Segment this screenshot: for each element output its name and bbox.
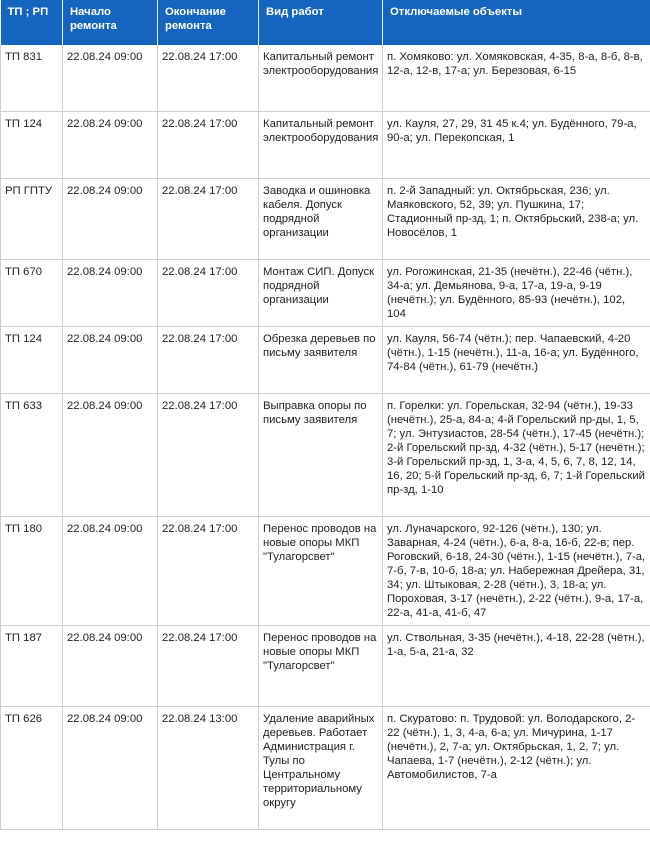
cell-work-type: Капитальный ремонт электрооборудования — [259, 45, 383, 112]
cell-work-type: Удаление аварийных деревьев. Работает Администрация г. Тулы по Центральному территориальному округу — [259, 707, 383, 830]
column-header-tp: ТП ; РП — [1, 0, 63, 45]
table-row — [1, 112, 650, 179]
cell-start: 22.08.24 09:00 — [63, 260, 158, 327]
cell-start: 22.08.24 09:00 — [63, 626, 158, 707]
column-header-end: Окончание ремонта — [158, 0, 259, 45]
cell-end: 22.08.24 17:00 — [158, 45, 259, 112]
cell-work-type: Капитальный ремонт электрооборудования — [259, 112, 383, 179]
cell-work-type: Перенос проводов на новые опоры МКП "Тулагорсвет" — [259, 517, 383, 626]
table-row — [1, 394, 650, 517]
cell-tp: ТП 633 — [1, 394, 63, 517]
cell-work-type: Заводка и ошиновка кабеля. Допуск подрядной организации — [259, 179, 383, 260]
cell-objects: ул. Кауля, 56-74 (чётн.); пер. Чапаевский, 4-20 (чётн.), 1-15 (нечётн.), 11-а, 16-а; ул. Будённого, 74-84 (чётн.), 61-79 (нечётн.) — [383, 327, 650, 394]
cell-end: 22.08.24 17:00 — [158, 517, 259, 626]
cell-work-type: Монтаж СИП. Допуск подрядной организации — [259, 260, 383, 327]
cell-objects: п. Хомяково: ул. Хомяковская, 4-35, 8-а, 8-б, 8-в, 12-а, 12-в, 17-а; ул. Березовая, 6-15 — [383, 45, 650, 112]
cell-end: 22.08.24 17:00 — [158, 394, 259, 517]
table-row — [1, 517, 650, 626]
cell-start: 22.08.24 09:00 — [63, 327, 158, 394]
cell-end: 22.08.24 17:00 — [158, 626, 259, 707]
cell-tp: ТП 187 — [1, 626, 63, 707]
cell-tp: ТП 124 — [1, 112, 63, 179]
cell-start: 22.08.24 09:00 — [63, 707, 158, 830]
cell-objects: п. 2-й Западный: ул. Октябрьская, 236; ул. Маяковского, 52, 39; ул. Пушкина, 17; Стадионный пр-зд, 1; п. Октябрьский, 238-а; ул. Новосёлов, 1 — [383, 179, 650, 260]
column-header-work-type: Вид работ — [259, 0, 383, 45]
cell-tp: ТП 180 — [1, 517, 63, 626]
cell-objects: ул. Рогожинская, 21-35 (нечётн.), 22-46 (чётн.), 34-а; ул. Демьянова, 9-а, 17-а, 19-а, 9-19 (нечётн.); ул. Будённого, 85-93 (нечётн.), 102, 104 — [383, 260, 650, 327]
table-row — [1, 260, 650, 327]
table-row — [1, 45, 650, 112]
cell-start: 22.08.24 09:00 — [63, 45, 158, 112]
header-row — [1, 0, 650, 45]
table-row — [1, 179, 650, 260]
cell-work-type: Обрезка деревьев по письму заявителя — [259, 327, 383, 394]
cell-work-type: Выправка опоры по письму заявителя — [259, 394, 383, 517]
cell-start: 22.08.24 09:00 — [63, 394, 158, 517]
column-header-objects: Отключаемые объекты — [383, 0, 650, 45]
cell-start: 22.08.24 09:00 — [63, 112, 158, 179]
cell-end: 22.08.24 13:00 — [158, 707, 259, 830]
table-header — [1, 0, 650, 45]
cell-objects: ул. Кауля, 27, 29, 31 45 к.4; ул. Будённого, 79-а, 90-а; ул. Перекопская, 1 — [383, 112, 650, 179]
cell-tp: РП ГПТУ — [1, 179, 63, 260]
cell-start: 22.08.24 09:00 — [63, 179, 158, 260]
cell-objects: п. Горелки: ул. Горельская, 32-94 (чётн.), 19-33 (нечётн.), 25-а, 84-а; 4-й Горельский пр-ды, 1, 5, 7; ул. Энтузиастов, 28-54 (чётн.), 17-45 (нечётн.); 2-й Горельский пр-зд, 4-32 (чётн.), 5-17 (нечётн.); 3-й Горельский пр-зд, 1, 3-а, 4, 5, 6, 7, 8, 12, 14, 16, 20; 5-й Горельский пр-зд, 6, 7; 1-й Горельский пр-зд, 1-10 — [383, 394, 650, 517]
table-row — [1, 707, 650, 830]
table-row — [1, 626, 650, 707]
cell-end: 22.08.24 17:00 — [158, 112, 259, 179]
cell-objects: п. Скуратово: п. Трудовой: ул. Володарского, 2-22 (чётн.), 1, 3, 4-а, 6-а; ул. Мичурина, 1-17 (нечётн.), 2, 7-а; ул. Октябрьская, 1, 2, 7; ул. Чапаева, 1-7 (нечётн.), 2-12 (чётн.); ул. Автомобилистов, 7-а — [383, 707, 650, 830]
cell-end: 22.08.24 17:00 — [158, 327, 259, 394]
cell-tp: ТП 831 — [1, 45, 63, 112]
table-row — [1, 327, 650, 394]
column-header-start: Начало ремонта — [63, 0, 158, 45]
cell-start: 22.08.24 09:00 — [63, 517, 158, 626]
table-body — [1, 45, 650, 830]
cell-work-type: Перенос проводов на новые опоры МКП "Тулагорсвет" — [259, 626, 383, 707]
cell-end: 22.08.24 17:00 — [158, 179, 259, 260]
cell-tp: ТП 124 — [1, 327, 63, 394]
cell-objects: ул. Ствольная, 3-35 (нечётн.), 4-18, 22-28 (чётн.), 1-а, 5-а, 21-а, 32 — [383, 626, 650, 707]
cell-objects: ул. Луначарского, 92-126 (чётн.), 130; ул. Заварная, 4-24 (чётн.), 6-а, 8-а, 16-б, 22-в; пер. Роговский, 6-18, 24-30 (чётн.), 1-15 (нечётн.), 7-а, 7-б, 7-в, 10-б, 18-а; ул. Набережная Дрейера, 31, 34; ул. Штыковая, 2-28 (чётн.), 3, 18-а; ул. Пороховая, 3-17 (нечётн.), 2-22 (чётн.), 9-а, 17-а, 22-а, 41-а, 41-б, 47 — [383, 517, 650, 626]
cell-tp: ТП 626 — [1, 707, 63, 830]
cell-end: 22.08.24 17:00 — [158, 260, 259, 327]
cell-tp: ТП 670 — [1, 260, 63, 327]
